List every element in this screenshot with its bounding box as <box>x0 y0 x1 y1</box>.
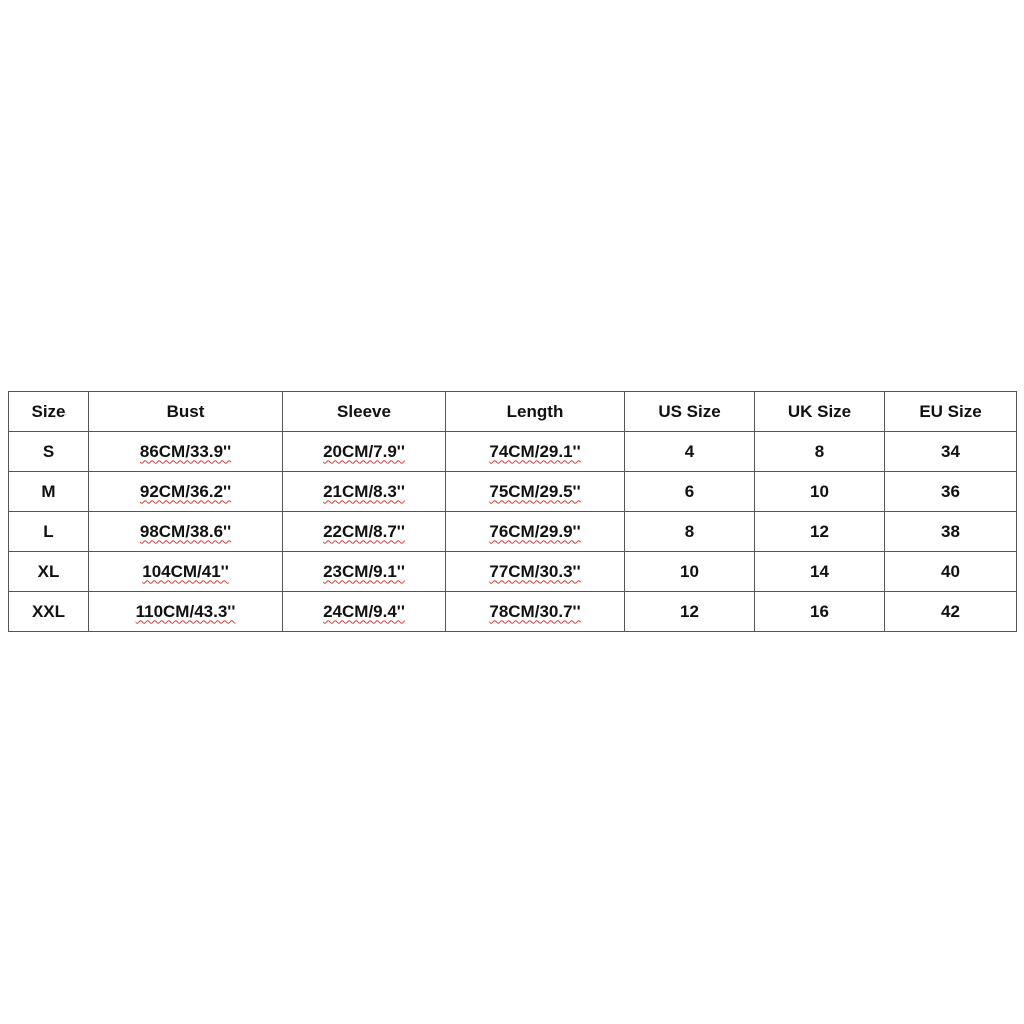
header-length: Length <box>446 392 625 432</box>
cell-size: XL <box>9 552 89 592</box>
cell-bust-text: 104CM/41'' <box>142 561 229 581</box>
cell-length <box>446 472 625 512</box>
cell-bust-text: 110CM/43.3'' <box>135 601 236 621</box>
header-eu-size: EU Size <box>885 392 1017 432</box>
cell-sleeve-text: 23CM/9.1'' <box>323 561 405 581</box>
header-bust: Bust <box>89 392 283 432</box>
cell-length-text: 76CM/29.9'' <box>489 521 581 541</box>
cell-sleeve <box>283 512 446 552</box>
cell-length <box>446 592 625 632</box>
header-uk-size: UK Size <box>755 392 885 432</box>
cell-sleeve-text: 20CM/7.9'' <box>323 441 405 461</box>
header-sleeve: Sleeve <box>283 392 446 432</box>
header-size: Size <box>9 392 89 432</box>
cell-bust-text: 92CM/36.2'' <box>139 481 232 501</box>
cell-eu-size: 38 <box>885 512 1017 552</box>
cell-us-size: 10 <box>625 552 755 592</box>
cell-bust <box>89 552 283 592</box>
cell-sleeve-text: 22CM/8.7'' <box>323 521 405 541</box>
cell-eu-size: 40 <box>885 552 1017 592</box>
header-us-size: US Size <box>625 392 755 432</box>
cell-length <box>446 432 625 472</box>
table-header-row <box>9 392 1017 432</box>
cell-length-text: 75CM/29.5'' <box>489 481 581 501</box>
cell-size: S <box>9 432 89 472</box>
cell-eu-size: 42 <box>885 592 1017 632</box>
cell-sleeve-text: 24CM/9.4'' <box>323 601 405 621</box>
cell-bust <box>89 592 283 632</box>
cell-length <box>446 552 625 592</box>
cell-length-text: 77CM/30.3'' <box>489 561 581 581</box>
cell-length-text: 74CM/29.1'' <box>489 441 581 461</box>
cell-us-size: 12 <box>625 592 755 632</box>
cell-eu-size: 36 <box>885 472 1017 512</box>
table-row <box>9 512 1017 552</box>
cell-sleeve <box>283 592 446 632</box>
cell-us-size: 4 <box>625 432 755 472</box>
cell-uk-size: 12 <box>755 512 885 552</box>
cell-uk-size: 8 <box>755 432 885 472</box>
cell-uk-size: 10 <box>755 472 885 512</box>
table-row <box>9 472 1017 512</box>
cell-uk-size: 16 <box>755 592 885 632</box>
cell-size: XXL <box>9 592 89 632</box>
cell-bust <box>89 432 283 472</box>
table-row <box>9 592 1017 632</box>
cell-us-size: 8 <box>625 512 755 552</box>
size-chart-table <box>8 391 1017 632</box>
cell-size: L <box>9 512 89 552</box>
cell-us-size: 6 <box>625 472 755 512</box>
cell-eu-size: 34 <box>885 432 1017 472</box>
cell-length <box>446 512 625 552</box>
cell-bust-text: 86CM/33.9'' <box>139 441 232 461</box>
table-row <box>9 552 1017 592</box>
cell-bust-text: 98CM/38.6'' <box>139 521 232 541</box>
cell-sleeve <box>283 472 446 512</box>
cell-bust <box>89 512 283 552</box>
cell-sleeve-text: 21CM/8.3'' <box>323 481 405 501</box>
table-row <box>9 432 1017 472</box>
cell-sleeve <box>283 552 446 592</box>
cell-uk-size: 14 <box>755 552 885 592</box>
cell-bust <box>89 472 283 512</box>
cell-sleeve <box>283 432 446 472</box>
cell-size: M <box>9 472 89 512</box>
cell-length-text: 78CM/30.7'' <box>489 601 581 621</box>
